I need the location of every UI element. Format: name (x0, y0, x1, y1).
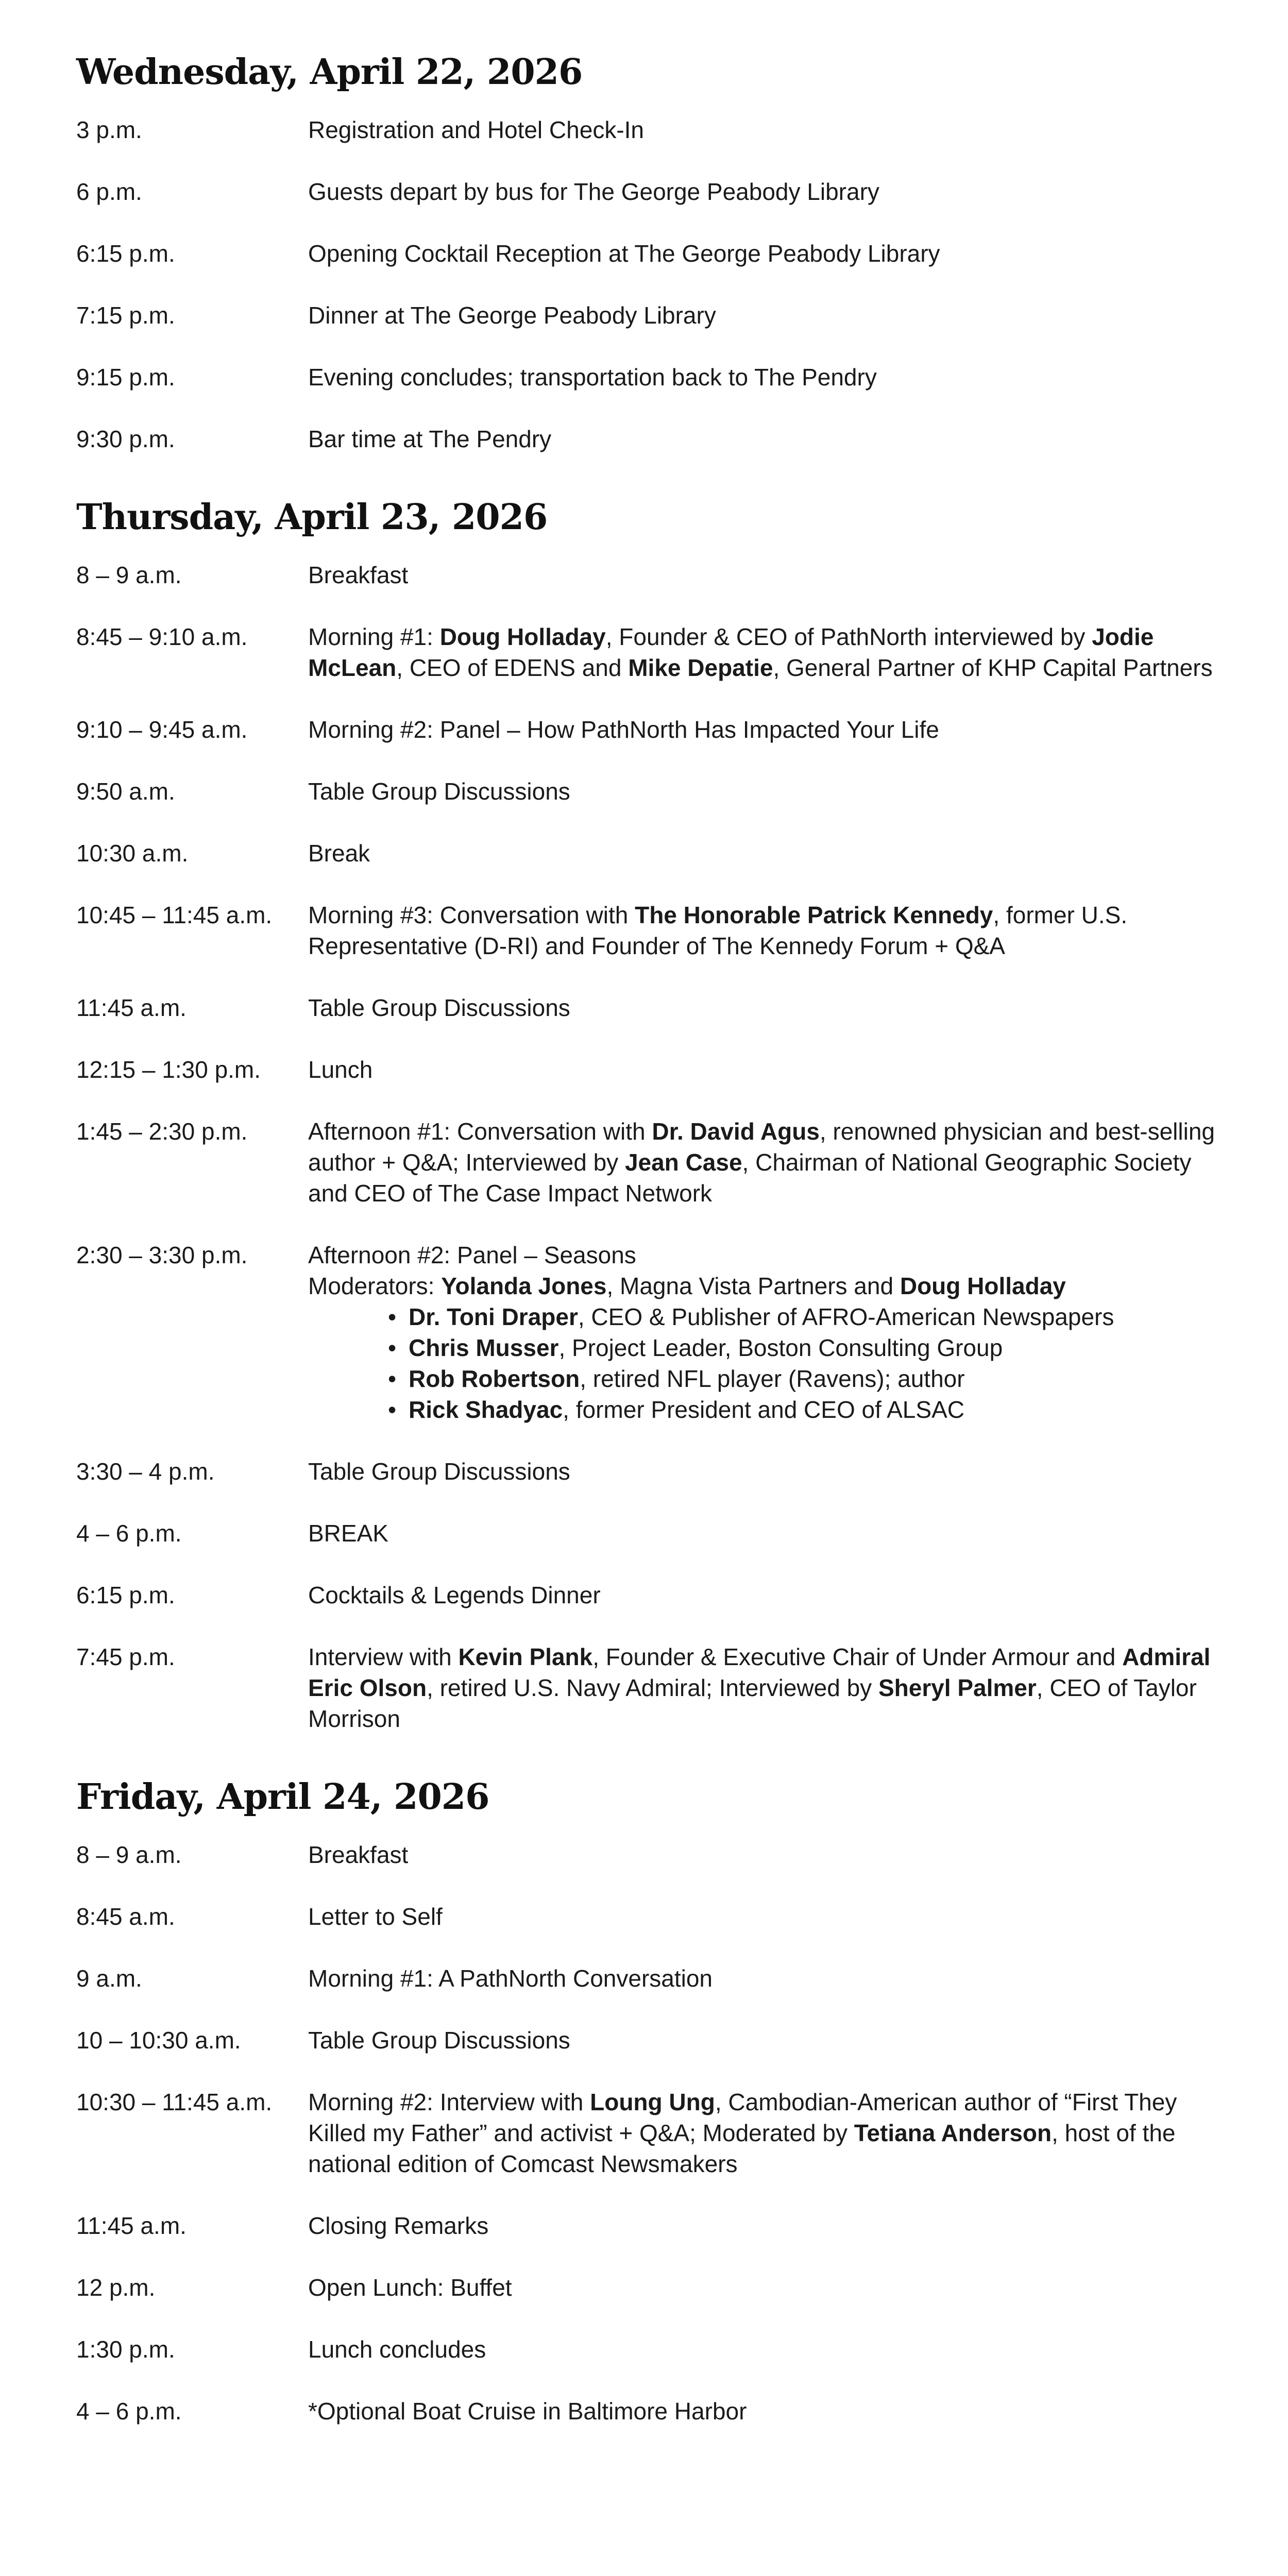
session-time: 12:15 – 1:30 p.m. (76, 1056, 261, 1083)
session-description (308, 2396, 1235, 2427)
description-text: Bar time at The Pendry (308, 426, 552, 452)
speaker-name: The Honorable Patrick Kennedy (635, 902, 993, 928)
description-text: Dinner at The George Peabody Library (308, 302, 716, 329)
session-time: 4 – 6 p.m. (76, 2398, 182, 2425)
description-text: , Project Leader, Boston Consulting Group (558, 1334, 1003, 1361)
session-time: 4 – 6 p.m. (76, 1520, 182, 1547)
session-time: 11:45 a.m. (76, 994, 187, 1021)
session-description (308, 362, 1235, 393)
schedule-row (76, 1963, 1235, 1994)
description-text: Guests depart by bus for The George Peabody Library (308, 178, 879, 205)
session-time: 9 a.m. (76, 1965, 142, 1992)
description-text: , retired NFL player (Ravens); author (580, 1365, 965, 1392)
description-text: BREAK (308, 1520, 388, 1547)
session-description (308, 714, 1235, 745)
schedule-row (76, 1641, 1235, 1734)
session-description (308, 1901, 1235, 1932)
session-description (308, 1518, 1235, 1549)
session-description (308, 114, 1235, 145)
schedule-row (76, 900, 1235, 961)
session-time: 6 p.m. (76, 178, 142, 205)
session-time: 11:45 a.m. (76, 2212, 187, 2239)
session-description (308, 621, 1235, 683)
schedule-row (76, 776, 1235, 807)
day-section (76, 1766, 1235, 2427)
session-time: 10:30 a.m. (76, 840, 189, 867)
description-text: Letter to Self (308, 1903, 443, 1930)
session-description (308, 238, 1235, 269)
description-text: , Chairman of National Geographic Society and CEO of The Case Impact Network (308, 1149, 1192, 1207)
description-text: Evening concludes; transportation back to The Pendry (308, 364, 877, 391)
schedule-row (76, 621, 1235, 683)
speaker-name: Rob Robertson (409, 1365, 580, 1392)
description-text: , former President and CEO of ALSAC (563, 1396, 964, 1423)
speaker-name: Kevin Plank (458, 1643, 593, 1670)
description-text: , General Partner of KHP Capital Partners (773, 654, 1213, 681)
schedule-row (76, 1901, 1235, 1932)
description-text: , Cambodian-American author of “First They Killed my Father” and activist + Q&A; Moderated by (308, 2089, 1177, 2146)
session-description (308, 2334, 1235, 2365)
schedule-row (76, 2396, 1235, 2427)
speaker-name: Yolanda Jones (441, 1273, 607, 1299)
day-section (76, 486, 1235, 1734)
schedule-row (76, 300, 1235, 331)
panelist-item (409, 1301, 1235, 1332)
panelist-item (409, 1363, 1235, 1394)
session-description (308, 1580, 1235, 1611)
session-description (308, 1240, 1235, 1425)
session-description (308, 2087, 1235, 2179)
speaker-name: Tetiana Anderson (854, 2120, 1052, 2146)
speaker-name: Loung Ung (590, 2089, 715, 2115)
schedule-row (76, 1839, 1235, 1870)
description-text: Morning #2: Interview with (308, 2089, 590, 2115)
description-text: Interview with (308, 1643, 459, 1670)
description-text: Morning #2: Panel – How PathNorth Has Impacted Your Life (308, 716, 939, 743)
description-text: Registration and Hotel Check-In (308, 116, 644, 143)
description-text: , CEO & Publisher of AFRO-American Newspapers (578, 1303, 1114, 1330)
description-text: Closing Remarks (308, 2212, 489, 2239)
schedule-row (76, 362, 1235, 393)
schedule-row (76, 560, 1235, 590)
schedule-row (76, 2087, 1235, 2179)
day-heading: Wednesday, April 22, 2026 (76, 52, 583, 93)
speaker-name: Doug Holladay (439, 623, 606, 650)
session-description (308, 2210, 1235, 2241)
session-time: 3:30 – 4 p.m. (76, 1458, 215, 1485)
description-text: , retired U.S. Navy Admiral; Interviewed by (427, 1674, 878, 1701)
schedule-row (76, 176, 1235, 207)
schedule-row (76, 238, 1235, 269)
session-time: 6:15 p.m. (76, 240, 175, 267)
session-time: 9:30 p.m. (76, 426, 175, 452)
session-description (308, 2025, 1235, 2056)
session-description (308, 176, 1235, 207)
session-time: 8:45 – 9:10 a.m. (76, 623, 248, 650)
session-time: 9:15 p.m. (76, 364, 175, 391)
session-description (308, 560, 1235, 590)
session-time: 7:45 p.m. (76, 1643, 175, 1670)
schedule-row (76, 1580, 1235, 1611)
description-text: Afternoon #2: Panel – Seasons (308, 1242, 636, 1268)
description-text: , Founder & CEO of PathNorth interviewed by (605, 623, 1092, 650)
session-time: 8 – 9 a.m. (76, 562, 182, 588)
session-time: 12 p.m. (76, 2274, 156, 2301)
description-text: Breakfast (308, 1841, 409, 1868)
schedule-row (76, 1240, 1235, 1425)
session-time: 9:10 – 9:45 a.m. (76, 716, 248, 743)
schedule-row (76, 1054, 1235, 1085)
description-text: Opening Cocktail Reception at The George Peabody Library (308, 240, 940, 267)
panelist-list (308, 1301, 1235, 1425)
schedule-row (76, 423, 1235, 454)
session-description (308, 838, 1235, 869)
session-time: 1:45 – 2:30 p.m. (76, 1118, 248, 1145)
session-description (308, 776, 1235, 807)
description-text: , host of the national edition of Comcast Newsmakers (308, 2120, 1176, 2177)
session-description (308, 300, 1235, 331)
description-text: Morning #3: Conversation with (308, 902, 635, 928)
session-time: 2:30 – 3:30 p.m. (76, 1242, 248, 1268)
session-time: 10:30 – 11:45 a.m. (76, 2089, 273, 2115)
session-description (308, 900, 1235, 961)
schedule-row (76, 114, 1235, 145)
session-time: 10 – 10:30 a.m. (76, 2027, 241, 2054)
session-description (308, 1963, 1235, 1994)
description-text: , CEO of EDENS and (396, 654, 629, 681)
description-text: Break (308, 840, 370, 867)
speaker-name: Sheryl Palmer (878, 1674, 1037, 1701)
speaker-name: Dr. Toni Draper (409, 1303, 578, 1330)
speaker-name: Chris Musser (409, 1334, 559, 1361)
session-time: 1:30 p.m. (76, 2336, 175, 2363)
speaker-name: Admiral Eric Olson (308, 1643, 1211, 1701)
day-heading: Friday, April 24, 2026 (76, 1776, 489, 1818)
session-description (308, 1116, 1235, 1209)
schedule-row (76, 2210, 1235, 2241)
session-description (308, 423, 1235, 454)
description-text: Moderators: (308, 1273, 442, 1299)
schedule-row (76, 1456, 1235, 1487)
description-text: *Optional Boat Cruise in Baltimore Harbor (308, 2398, 747, 2425)
schedule-row (76, 838, 1235, 869)
session-description (308, 2272, 1235, 2303)
schedule-row (76, 2272, 1235, 2303)
speaker-name: Mike Depatie (628, 654, 773, 681)
session-time: 7:15 p.m. (76, 302, 175, 329)
event-schedule (76, 41, 1235, 2459)
panelist-item (409, 1394, 1235, 1425)
panelist-item (409, 1332, 1235, 1363)
speaker-name: Jodie McLean (308, 623, 1154, 681)
speaker-name: Dr. David Agus (652, 1118, 820, 1145)
description-text: Breakfast (308, 562, 409, 588)
schedule-row (76, 992, 1235, 1023)
schedule-row (76, 1518, 1235, 1549)
session-time: 10:45 – 11:45 a.m. (76, 902, 273, 928)
description-text: Cocktails & Legends Dinner (308, 1582, 601, 1608)
schedule-row (76, 1116, 1235, 1209)
description-text: Open Lunch: Buffet (308, 2274, 512, 2301)
session-description (308, 1641, 1235, 1734)
description-text: Morning #1: (308, 623, 440, 650)
description-text: Table Group Discussions (308, 778, 570, 805)
session-time: 9:50 a.m. (76, 778, 175, 805)
description-text: Lunch (308, 1056, 373, 1083)
day-section (76, 41, 1235, 454)
session-description (308, 1839, 1235, 1870)
session-description (308, 1054, 1235, 1085)
description-text: , Magna Vista Partners and (606, 1273, 900, 1299)
session-time: 8:45 a.m. (76, 1903, 175, 1930)
schedule-row (76, 2025, 1235, 2056)
session-time: 6:15 p.m. (76, 1582, 175, 1608)
description-text: Morning #1: A PathNorth Conversation (308, 1965, 713, 1992)
session-description (308, 1456, 1235, 1487)
session-description (308, 992, 1235, 1023)
day-heading: Thursday, April 23, 2026 (76, 497, 548, 538)
description-text: Lunch concludes (308, 2336, 486, 2363)
speaker-name: Jean Case (624, 1149, 742, 1176)
description-text: Table Group Discussions (308, 1458, 570, 1485)
session-time: 3 p.m. (76, 116, 142, 143)
description-text: Table Group Discussions (308, 994, 570, 1021)
schedule-row (76, 714, 1235, 745)
session-time: 8 – 9 a.m. (76, 1841, 182, 1868)
schedule-row (76, 2334, 1235, 2365)
description-text: , renowned physician and best-selling author + Q&A; Interviewed by (308, 1118, 1215, 1176)
description-text: Table Group Discussions (308, 2027, 570, 2054)
description-text: , former U.S. Representative (D-RI) and Founder of The Kennedy Forum + Q&A (308, 902, 1128, 959)
description-text: , CEO of Taylor Morrison (308, 1674, 1197, 1732)
description-text: Afternoon #1: Conversation with (308, 1118, 652, 1145)
description-text: , Founder & Executive Chair of Under Armour and (592, 1643, 1123, 1670)
speaker-name: Doug Holladay (900, 1273, 1066, 1299)
speaker-name: Rick Shadyac (409, 1396, 563, 1423)
